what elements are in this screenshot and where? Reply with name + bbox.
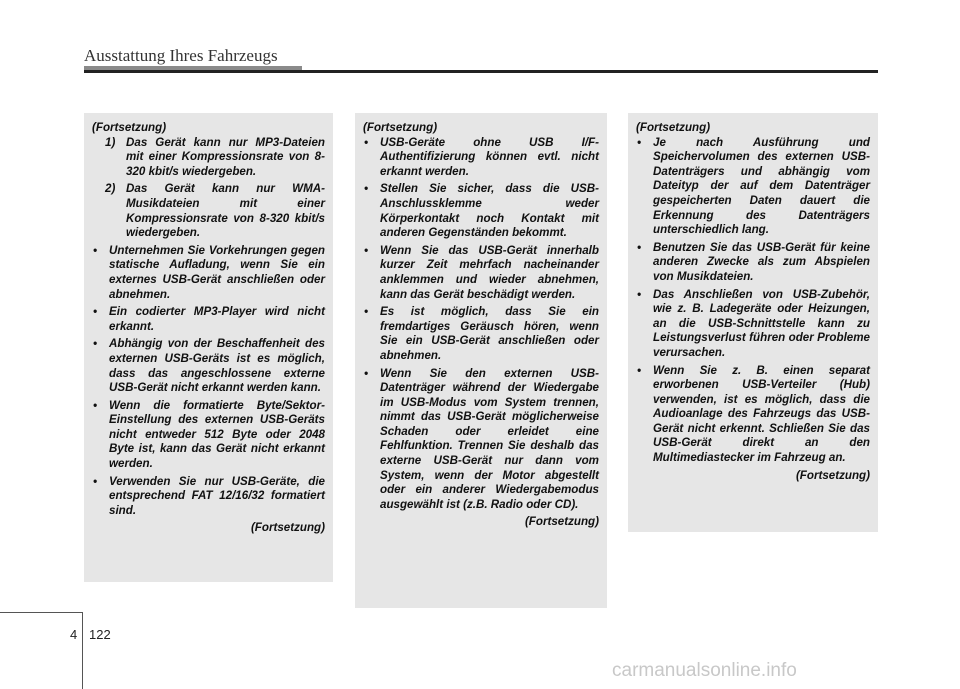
numbered-item <box>92 136 325 180</box>
bullet-icon: • <box>637 240 642 254</box>
bullet-item <box>363 244 599 302</box>
item-text: Es ist möglich, dass Sie ein fremdartiges Geräusch hören, wenn Sie ein USB-Gerät anschließen oder abnehmen. <box>380 305 599 362</box>
item-text: Stellen Sie sicher, dass die USB-Anschlussklemme weder Körperkontakt noch Kontakt mit anderen Gegenständen bekommt. <box>380 182 599 240</box>
bullet-icon: • <box>93 337 98 351</box>
item-number: 2) <box>105 182 116 196</box>
bullet-item <box>363 305 599 363</box>
bullet-item <box>363 367 599 513</box>
bullet-item <box>636 288 870 361</box>
item-text: Wenn die formatierte Byte/Sektor-Einstellung des externen USB-Geräts nicht entweder 512 Byte oder 2048 Byte ist, kann das Gerät nicht erkannt werden. <box>109 398 325 471</box>
bullet-item <box>636 364 870 466</box>
continued-label-end: (Fortsetzung) <box>250 521 325 535</box>
bullet-item <box>92 399 325 472</box>
bullet-item <box>636 136 870 238</box>
continued-label: (Fortsetzung) <box>92 121 167 134</box>
footer-divider <box>82 612 83 689</box>
bullet-icon: • <box>364 182 369 196</box>
item-text: Wenn Sie den externen USB-Datenträger während der Wiedergabe im USB-Modus vom System trennen, nimmt das USB-Gerät möglicherweise Schaden oder erleidet eine Fehlfunktion. Trennen Sie deshalb das externe USB-Gerät nur dann vom System, wenn der Motor abgestellt oder ein anderer Wiedergabemodus ausgewählt ist (z.B. Radio oder CD). <box>380 366 599 511</box>
item-text: Das Anschließen von USB-Zubehör, wie z. B. Ladegeräte oder Heizungen, an die USB-Schnittstelle kann zu Leistungsverlust führen oder Probleme verursachen. <box>653 287 870 359</box>
footer-rule <box>0 612 82 613</box>
bullet-item <box>636 241 870 285</box>
info-box-2 <box>355 113 607 608</box>
bullet-item <box>363 136 599 180</box>
bullet-icon: • <box>93 243 98 257</box>
bullet-icon: • <box>93 398 98 412</box>
page-number: 122 <box>89 627 111 642</box>
item-number: 1) <box>105 135 116 149</box>
item-text: Unternehmen Sie Vorkehrungen gegen statische Aufladung, wenn Sie ein externes USB-Gerät anschließen oder abnehmen. <box>109 243 325 301</box>
continued-label: (Fortsetzung) <box>363 121 438 134</box>
item-text: USB-Geräte ohne USB I/F-Authentifizierung können evtl. nicht erkannt werden. <box>380 135 599 178</box>
item-text: Das Gerät kann nur MP3-Dateien mit einer Kompressionsrate von 8-320 kbit/s wiedergeben. <box>126 135 325 178</box>
bullet-icon: • <box>364 243 369 257</box>
item-text: Verwenden Sie nur USB-Geräte, die entsprechend FAT 12/16/32 formatiert sind. <box>109 474 325 517</box>
watermark: carmanualsonline.info <box>612 660 797 681</box>
numbered-item <box>92 182 325 240</box>
item-text: Ein codierter MP3-Player wird nicht erkannt. <box>109 305 325 333</box>
chapter-number: 4 <box>70 627 78 642</box>
info-box-3 <box>628 113 878 532</box>
bullet-icon: • <box>637 363 642 377</box>
bullet-item <box>92 305 325 334</box>
bullet-icon: • <box>637 287 642 301</box>
bullet-icon: • <box>93 474 98 488</box>
bullet-icon: • <box>364 135 369 149</box>
bullet-item <box>363 182 599 240</box>
bullet-item <box>92 337 325 395</box>
bullet-icon: • <box>637 135 642 149</box>
bullet-item <box>92 475 325 519</box>
item-text: Je nach Ausführung und Speichervolumen des externen USB-Datenträgers und abhängig vom Dateityp der auf dem Datenträger gespeicherten Daten dauert die Erkennung des Datenträgers unterschiedlich lang. <box>653 135 870 237</box>
bullet-icon: • <box>364 366 369 380</box>
item-text: Wenn Sie das USB-Gerät innerhalb kurzer Zeit mehrfach nacheinander anklemmen und wieder abnehmen, kann das Gerät beschädigt werden. <box>380 243 599 301</box>
continued-label-end: (Fortsetzung) <box>795 468 870 482</box>
item-text: Benutzen Sie das USB-Gerät für keine anderen Zwecke als zum Abspielen von Musikdateien. <box>653 240 870 283</box>
item-text: Das Gerät kann nur WMA-Musikdateien mit einer Kompressionsrate von 8-320 kbit/s wiedergeben. <box>126 182 325 240</box>
item-text: Abhängig von der Beschaffenheit des externen USB-Geräts ist es möglich, dass das angeschlossene externe USB-Gerät nicht erkannt werden kann. <box>109 337 325 395</box>
header-rule <box>84 70 878 73</box>
continued-label-end: (Fortsetzung) <box>524 515 599 529</box>
bullet-item <box>92 244 325 302</box>
bullet-icon: • <box>364 305 369 319</box>
page-header-title: Ausstattung Ihres Fahrzeugs <box>84 46 278 65</box>
bullet-icon: • <box>93 305 98 319</box>
info-box-1 <box>84 113 333 582</box>
item-text: Wenn Sie z. B. einen separat erworbenen USB-Verteiler (Hub) verwenden, ist es möglich, dass die Audioanlage des Fahrzeugs das USB-Gerät nicht erkennt. Schließen Sie das USB-Gerät direkt an den Multimediastecker im Fahrzeug an. <box>653 363 870 465</box>
continued-label: (Fortsetzung) <box>636 121 711 134</box>
